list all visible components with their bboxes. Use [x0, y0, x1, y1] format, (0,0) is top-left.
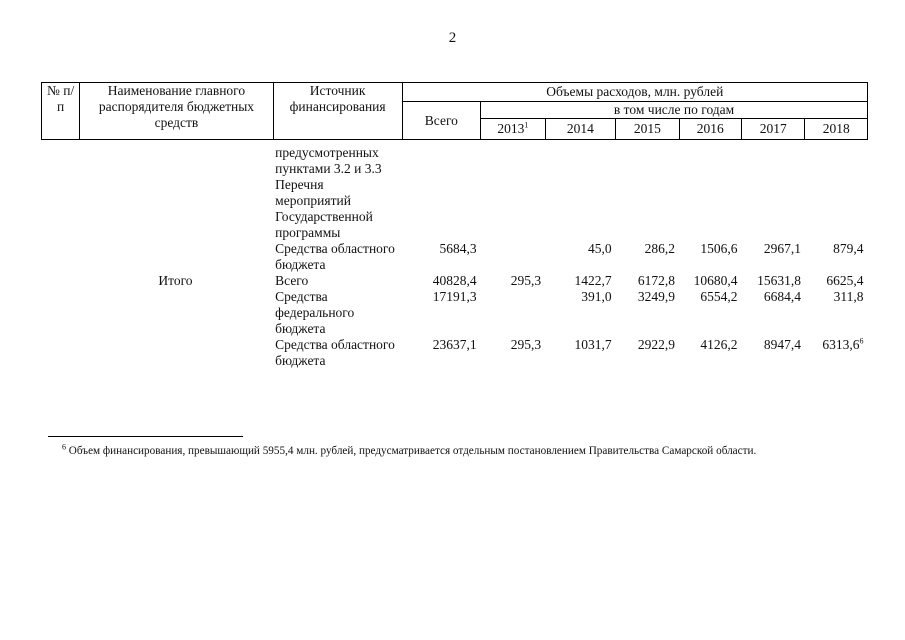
row-2017: 2967,1	[763, 241, 801, 256]
header-name: Наименование главного распорядителя бюджетных средств	[80, 83, 273, 140]
header-year-label: 2013	[497, 121, 525, 136]
row-2018	[805, 337, 868, 369]
header-year-2016: 2016	[679, 119, 741, 140]
row-2014: 1422,7	[574, 273, 612, 288]
row-source: Средства федерального бюджета	[275, 289, 355, 336]
row-total: 17191,3	[432, 289, 477, 304]
table-row	[42, 273, 868, 289]
row-total: 5684,3	[439, 241, 477, 256]
header-total: Всего	[402, 102, 481, 140]
row-2018: 311,8	[833, 289, 864, 304]
row-2016: 1506,6	[700, 241, 738, 256]
row-2014	[545, 145, 616, 241]
row-2013: 295,3	[510, 337, 542, 352]
row-2015: 3249,9	[637, 289, 676, 304]
row-2014: 1031,7	[574, 337, 612, 352]
row-source: Средства областного бюджета	[275, 337, 395, 368]
header-volumes: Объемы расходов, млн. рублей	[402, 83, 867, 102]
footnote-ref: 1	[524, 120, 529, 130]
header-year-2014: 2014	[545, 119, 616, 140]
row-2014: 391,0	[581, 289, 612, 304]
header-year-2017: 2017	[742, 119, 805, 140]
row-2016: 4126,2	[700, 337, 738, 352]
row-2016	[679, 145, 741, 241]
row-2018: 879,4	[833, 241, 864, 256]
table-row	[42, 145, 868, 241]
header-by-years: в том числе по годам	[481, 102, 868, 119]
row-2015: 286,2	[644, 241, 676, 256]
row-2017	[742, 145, 805, 241]
header-source: Источник финансирования	[273, 83, 402, 140]
row-total: 40828,4	[432, 273, 477, 288]
header-year-2015: 2015	[616, 119, 679, 140]
row-2013: 295,3	[510, 273, 542, 288]
row-source: предусмотренных пунктами 3.2 и 3.3 Перечня мероприятий Государственной программы	[275, 145, 382, 240]
row-total: 23637,1	[432, 337, 477, 352]
footnote-marker: 6	[62, 442, 66, 452]
row-name	[80, 337, 273, 369]
row-2013	[481, 145, 545, 241]
row-name	[80, 289, 273, 337]
header-year-2018: 2018	[805, 119, 868, 140]
row-source: Средства областного бюджета	[275, 241, 395, 272]
table-row	[42, 289, 868, 337]
budget-table	[41, 82, 868, 369]
row-2018: 6625,4	[826, 273, 864, 288]
row-2018	[805, 145, 868, 241]
row-2013	[481, 241, 545, 273]
row-2017: 15631,8	[757, 273, 801, 288]
footnote-ref: 6	[859, 336, 864, 346]
row-2017: 8947,4	[763, 337, 801, 352]
header-num: № п/п	[42, 83, 80, 140]
footnote	[62, 442, 757, 457]
row-2015: 6172,8	[637, 273, 676, 288]
row-name	[80, 241, 273, 273]
footnote-text: Объем финансирования, превышающий 5955,4 млн. рублей, предусматривается отдельным постановлением Правительства Самарской области.	[68, 445, 757, 457]
row-2015	[616, 145, 679, 241]
row-name	[80, 145, 273, 241]
row-2015: 2922,9	[637, 337, 676, 352]
row-name: Итого	[158, 273, 193, 288]
row-2017: 6684,4	[763, 289, 801, 304]
row-2013	[481, 289, 545, 337]
table-row	[42, 241, 868, 273]
row-total	[402, 145, 481, 241]
table-row	[42, 337, 868, 369]
row-2016: 6554,2	[700, 289, 738, 304]
row-2014: 45,0	[587, 241, 612, 256]
page-number: 2	[448, 30, 457, 46]
row-2016: 10680,4	[693, 273, 738, 288]
row-source: Всего	[275, 273, 309, 288]
header-year-2013	[481, 119, 545, 140]
footnote-divider	[48, 436, 243, 437]
row-2018-value: 6313,6	[822, 337, 860, 352]
